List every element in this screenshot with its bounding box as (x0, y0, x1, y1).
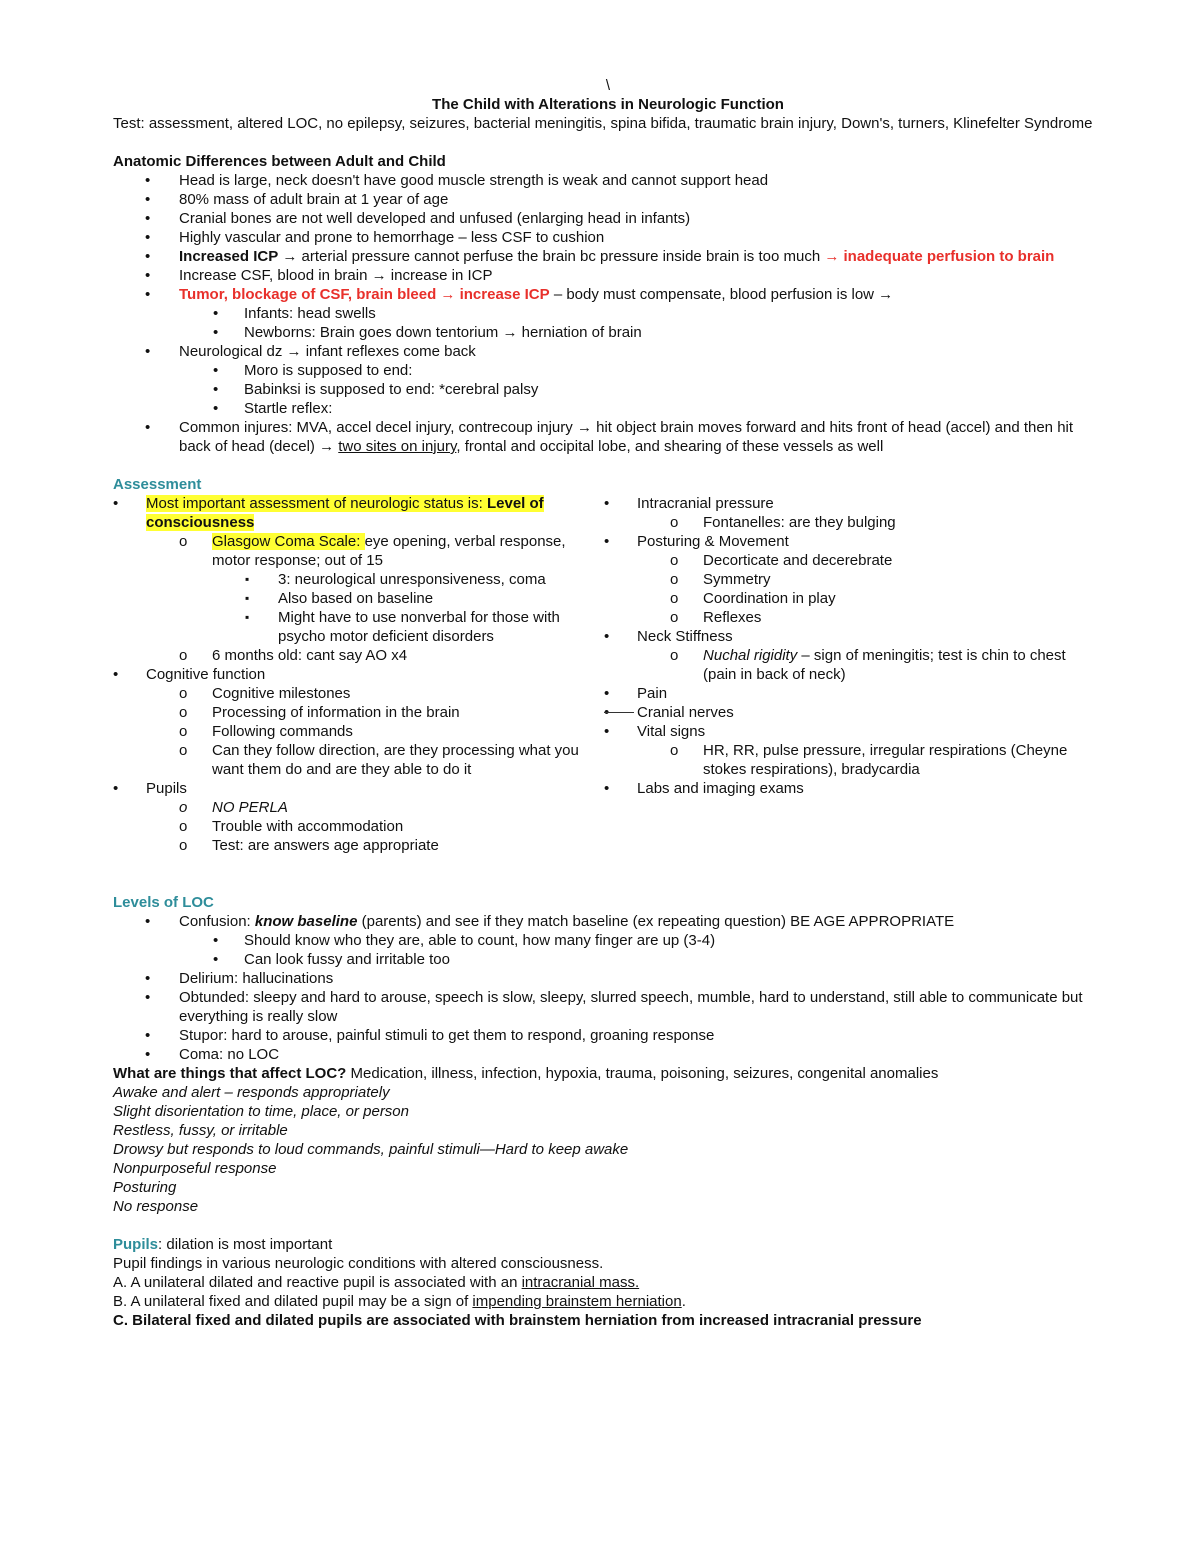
pupils-intro: Pupil findings in various neurologic conditions with altered consciousness. (113, 1255, 604, 1272)
loc-scale-line: Drowsy but responds to loud commands, painful stimuli—Hard to keep awake (113, 1141, 629, 1158)
pupils-finding-a: A. A unilateral dilated and reactive pupil is associated with an intracranial mass. (113, 1274, 640, 1291)
loc-scale-line: Nonpurposeful response (113, 1160, 277, 1177)
list-item: • Cranial bones are not well developed and unfused (enlarging head in infants) (113, 209, 1103, 228)
sub-list-item: • Infants: head swells (113, 304, 1103, 323)
list-item: • Most important assessment of neurologic status is: Level of consciousness (113, 494, 592, 532)
sub-list-item: • Babinksi is supposed to end: *cerebral palsy (113, 380, 1103, 399)
assessment-left-column (113, 494, 592, 855)
list-item: • Cognitive function (113, 665, 592, 684)
loc-scale-line: No response (113, 1198, 199, 1215)
test-topics: Test: assessment, altered LOC, no epilepsy, seizures, bacterial meningitis, spina bifida, traumatic brain injury, Down's, turners, Klinefelter Syndrome (113, 115, 1093, 132)
sub-list-item: o Nuchal rigidity – sign of meningitis; test is chin to chest (pain in back of neck) (604, 646, 1103, 684)
list-item: • Neck Stiffness (604, 627, 1103, 646)
list-item: • Tumor, blockage of CSF, brain bleed → increase ICP – body must compensate, blood perfusion is low → (113, 285, 1103, 304)
sub-sub-list-item: ▪ 3: neurological unresponsiveness, coma (113, 570, 592, 589)
sub-list-item: • Newborns: Brain goes down tentorium → herniation of brain (113, 323, 1103, 342)
sub-list-item: • Startle reflex: (113, 399, 1103, 418)
list-item: • Head is large, neck doesn't have good muscle strength is weak and cannot support head (113, 171, 1103, 190)
list-item: • Increase CSF, blood in brain → increase in ICP (113, 266, 1103, 285)
list-item: • Stupor: hard to arouse, painful stimuli to get them to respond, groaning response (113, 1026, 1103, 1045)
list-item: • Increased ICP → arterial pressure cannot perfuse the brain bc pressure inside brain is too much → inadequate perfusion to brain (113, 247, 1103, 266)
loc-scale-line: Restless, fussy, or irritable (113, 1122, 288, 1139)
document-page (113, 76, 1103, 1330)
strike-mark (604, 712, 634, 713)
list-item: • Pain (604, 684, 1103, 703)
list-item: • Highly vascular and prone to hemorrhage – less CSF to cushion (113, 228, 1103, 247)
anatomic-heading: Anatomic Differences between Adult and Child (113, 153, 446, 170)
pupils-heading: Pupils: dilation is most important (113, 1236, 333, 1253)
assessment-columns (113, 494, 1103, 855)
list-item: • Cranial nerves (604, 703, 1103, 722)
sub-list-item: o Glasgow Coma Scale: eye opening, verbal response, motor response; out of 15 (113, 532, 592, 570)
sub-list-item: o Cognitive milestones (113, 684, 592, 703)
loc-list (113, 912, 1103, 1064)
sub-list-item: • Can look fussy and irritable too (113, 950, 1103, 969)
list-item: • 80% mass of adult brain at 1 year of age (113, 190, 1103, 209)
sub-list-item: o Coordination in play (604, 589, 1103, 608)
list-item: • Common injures: MVA, accel decel injury, contrecoup injury → hit object brain moves forward and hits front of head (accel) and then hit back of head (decel) → two sites on injury, frontal and occipital lobe, and shearing of these vessels as well (113, 418, 1103, 456)
sub-list-item: • Moro is supposed to end: (113, 361, 1103, 380)
sub-list-item: o Test: are answers age appropriate (113, 836, 592, 855)
pupils-finding-c: C. Bilateral fixed and dilated pupils are associated with brainstem herniation from increased intracranial pressure (113, 1312, 922, 1329)
sub-list-item: • Should know who they are, able to count, how many finger are up (3-4) (113, 931, 1103, 950)
sub-list-item: o Fontanelles: are they bulging (604, 513, 1103, 532)
sub-list-item: o NO PERLA (113, 798, 592, 817)
sub-list-item: o Decorticate and decerebrate (604, 551, 1103, 570)
list-item: • Delirium: hallucinations (113, 969, 1103, 988)
sub-list-item: o Reflexes (604, 608, 1103, 627)
sub-list-item: o Processing of information in the brain (113, 703, 592, 722)
anatomic-list (113, 171, 1103, 456)
assessment-heading: Assessment (113, 476, 202, 493)
list-item: • Pupils (113, 779, 592, 798)
list-item: • Neurological dz → infant reflexes come back (113, 342, 1103, 361)
sub-list-item: o Following commands (113, 722, 592, 741)
sub-list-item: o Can they follow direction, are they processing what you want them do and are they able to do it (113, 741, 592, 779)
loc-scale-line: Slight disorientation to time, place, or person (113, 1103, 409, 1120)
loc-scale-line: Awake and alert – responds appropriately (113, 1084, 390, 1101)
list-item: • Labs and imaging exams (604, 779, 1103, 798)
sub-list-item: o Symmetry (604, 570, 1103, 589)
list-item: • Obtunded: sleepy and hard to arouse, speech is slow, sleepy, slurred speech, mumble, hard to understand, still able to communicate but everything is really slow (113, 988, 1103, 1026)
sub-sub-list-item: ▪ Might have to use nonverbal for those with psycho motor deficient disorders (113, 608, 592, 646)
list-item: • Vital signs (604, 722, 1103, 741)
list-item: • Confusion: know baseline (parents) and see if they match baseline (ex repeating question) BE AGE APPROPRIATE (113, 912, 1103, 931)
loc-factors: What are things that affect LOC? Medication, illness, infection, hypoxia, trauma, poisoning, seizures, congenital anomalies (113, 1065, 939, 1082)
sub-list-item: o 6 months old: cant say AO x4 (113, 646, 592, 665)
header-mark: \ (605, 77, 611, 94)
sub-list-item: o HR, RR, pulse pressure, irregular respirations (Cheyne stokes respirations), bradycardia (604, 741, 1103, 779)
pupils-finding-b: B. A unilateral fixed and dilated pupil may be a sign of impending brainstem herniation. (113, 1293, 686, 1310)
loc-heading: Levels of LOC (113, 894, 214, 911)
document-title: The Child with Alterations in Neurologic Function (432, 96, 784, 113)
assessment-right-column (604, 494, 1103, 855)
list-item: • Intracranial pressure (604, 494, 1103, 513)
sub-list-item: o Trouble with accommodation (113, 817, 592, 836)
sub-sub-list-item: ▪ Also based on baseline (113, 589, 592, 608)
list-item: • Posturing & Movement (604, 532, 1103, 551)
loc-scale-line: Posturing (113, 1179, 177, 1196)
list-item: • Coma: no LOC (113, 1045, 1103, 1064)
